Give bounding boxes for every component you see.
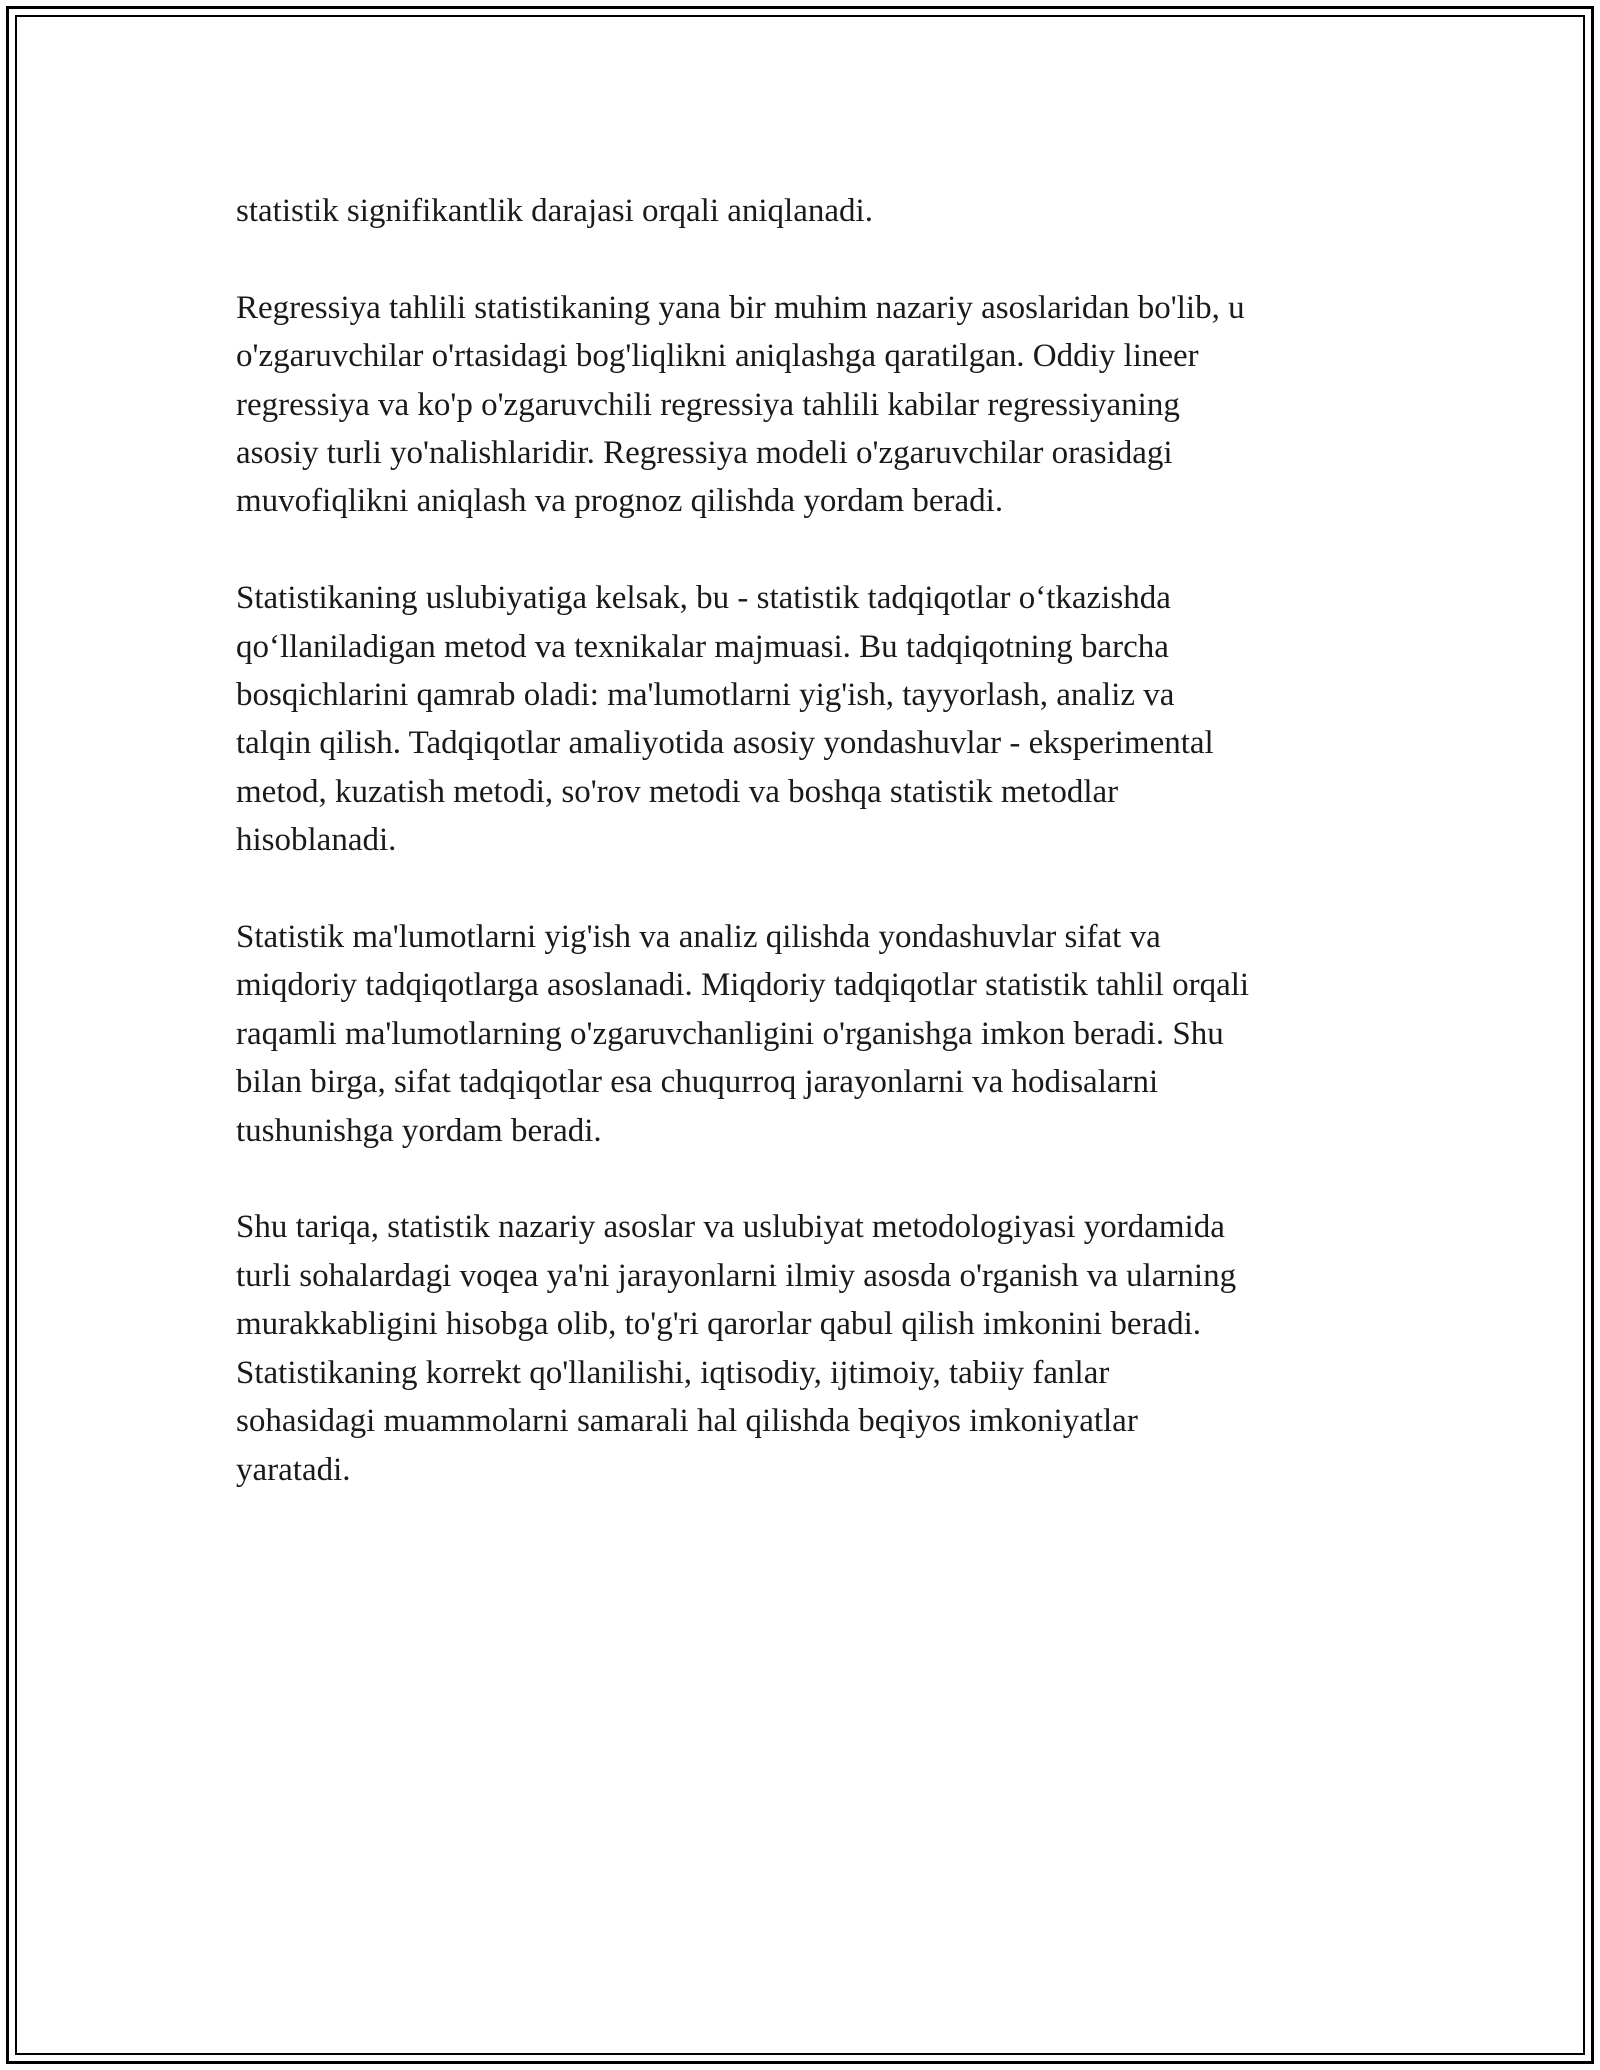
- paragraph-5: Shu tariqa, statistik nazariy asoslar va uslubiyat metodologiyasi yordamida turli sohalardagi voqea ya'ni jarayonlarni ilmiy asosda o'rganish va ularning murakkabligini hisobga olib, to'g'ri qarorlar qabul qilish imkonini beradi. Statistikaning korrekt qo'llanilishi, iqtisodiy, ijtimoiy, tabiiy fanlar sohasidagi muammolarni samarali hal qilishda beqiyos imkoniyatlar yaratadi.: [236, 1209, 1237, 1488]
- paragraph-1: statistik signifikantlik darajasi orqali aniqlanadi.: [236, 193, 873, 229]
- document-body: [236, 187, 1376, 1542]
- paragraph-4: Statistik ma'lumotlarni yig'ish va analiz qilishda yondashuvlar sifat va miqdoriy tadqiqotlarga asoslanadi. Miqdoriy tadqiqotlar statistik tahlil orqali raqamli ma'lumotlarning o'zgaruvchanligini o'rganishga imkon beradi. Shu bilan birga, sifat tadqiqotlar esa chuqurroq jarayonlarni va hodisalarni tushunishga yordam beradi.: [236, 919, 1250, 1149]
- paragraph-2: Regressiya tahlili statistikaning yana bir muhim nazariy asoslaridan bo'lib, u o'zgaruvchilar o'rtasidagi bog'liqlikni aniqlashga qaratilgan. Oddiy lineer regressiya va ko'p o'zgaruvchili regressiya tahlili kabilar regressiyaning asosiy turli yo'nalishlaridir. Regressiya modeli o'zgaruvchilar orasidagi muvofiqlikni aniqlash va prognoz qilishda yordam beradi.: [236, 289, 1245, 520]
- paragraph-3: Statistikaning uslubiyatiga kelsak, bu - statistik tadqiqotlar o‘tkazishda qo‘llaniladigan metod va texnikalar majmuasi. Bu tadqiqotning barcha bosqichlarini qamrab oladi: ma'lumotlarni yig'ish, tayyorlash, analiz va talqin qilish. Tadqiqotlar amaliyotida asosiy yondashuvlar - eksperimental metod, kuzatish metodi, so'rov metodi va boshqa statistik metodlar hisoblanadi.: [236, 580, 1214, 859]
